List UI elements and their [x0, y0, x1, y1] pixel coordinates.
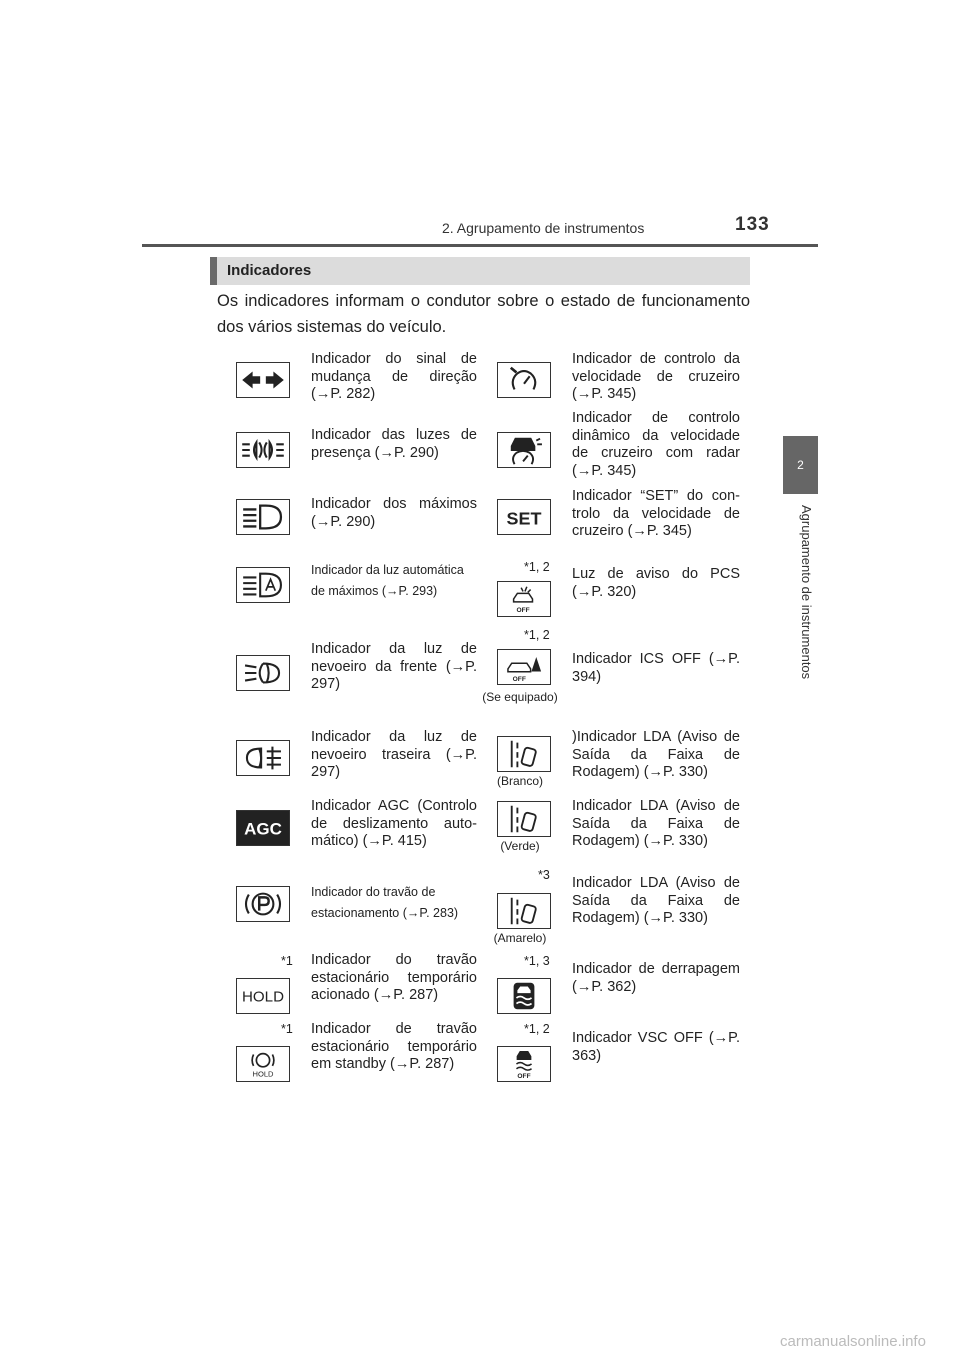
chapter-tab: 2 [783, 436, 818, 494]
set-icon-text: SET [506, 508, 542, 529]
lda-amber-desc: Indicador LDA (Aviso de Saída da Faixa de Rodagem) (→P. 330) [572, 875, 740, 926]
turn-signal-desc: Indicador do sinal de mudança de direção (→P. 282) [311, 351, 477, 402]
parking-brake-desc: Indicador do travão de estacionamento (→P. 283) [311, 885, 459, 920]
vsc-icon-text: OFF [517, 1073, 531, 1081]
watermark: carmanualsonline.info [780, 1333, 926, 1350]
chapter-tab-label: Agrupamento de instrumentos [799, 505, 814, 680]
vsc-off-icon [497, 1046, 551, 1082]
parking-lights-icon [236, 432, 290, 468]
parking-lights-desc: Indicador das luzes de presença (→P. 290) [311, 427, 477, 461]
pcs-desc: Luz de aviso do PCS (→P. 320) [572, 566, 740, 600]
hold-standby-desc: Indicador de travão estacionário temporário em standby (→P. 287) [311, 1021, 477, 1072]
high-beam-desc: Indicador dos máximos (→P. 290) [311, 496, 477, 530]
lda-amber-caption: (Amarelo) [493, 931, 547, 945]
agc-icon-text: AGC [244, 819, 282, 839]
slip-note: *1, 3 [524, 954, 550, 968]
brake-hold-standby-icon [236, 1046, 290, 1082]
radar-cruise-desc: Indicador de controlo dinâmico da velocidade de cruzeiro com radar (→P. 345) [572, 410, 740, 479]
ics-off-desc: Indicador ICS OFF (→P. 394) [572, 651, 740, 685]
agc-icon [236, 810, 290, 846]
ics-caption: (Se equipado) [482, 690, 558, 704]
brake-hold-active-icon [236, 978, 290, 1014]
cruise-control-desc: Indicador de controlo da velocidade de cruzeiro (→P. 345) [572, 351, 740, 402]
lda-amber-note: *3 [538, 868, 550, 882]
radar-cruise-icon [497, 432, 551, 468]
page-number: 133 [735, 214, 770, 235]
vsc-note: *1, 2 [524, 1022, 550, 1036]
vsc-off-desc: Indicador VSC OFF (→P. 363) [572, 1030, 740, 1064]
pcs-note: *1, 2 [524, 560, 550, 574]
slip-indicator-desc: Indicador de derrapagem (→P. 362) [572, 961, 740, 995]
rear-fog-light-desc: Indicador da luz de nevoeiro traseira (→P. 297) [311, 729, 477, 780]
section-title: Indicadores [227, 262, 312, 279]
agc-desc: Indicador AGC (Controlo de deslizamento automático) (→P. 415) [311, 798, 477, 849]
section-title-bar [210, 257, 750, 285]
hold-standby-note: *1 [281, 1022, 293, 1036]
lda-white-caption: (Branco) [496, 774, 543, 788]
set-indicator-icon [497, 499, 551, 535]
front-fog-light-icon [236, 655, 290, 691]
auto-high-beam-icon [236, 567, 290, 603]
intro-paragraph: Os indicadores informam o condutor sobre o estado de funcionamento dos vários sistemas do veículo. [217, 292, 750, 336]
lda-amber-icon [497, 893, 551, 929]
running-header-section: 2. Agrupamento de instrumentos [442, 220, 645, 236]
slip-indicator-icon [497, 978, 551, 1014]
hold-active-icon-text: HOLD [242, 988, 284, 1006]
front-fog-light-desc: Indicador da luz de nevoeiro da frente (→P. 297) [311, 641, 477, 692]
parking-brake-icon [236, 886, 290, 922]
lda-green-caption: (Verde) [500, 839, 540, 853]
rear-fog-light-icon [236, 740, 290, 776]
header-rule [142, 244, 818, 247]
lda-green-icon [497, 801, 551, 837]
lda-green-desc: Indicador LDA (Aviso de Saída da Faixa de Rodagem) (→P. 330) [572, 798, 740, 849]
hold-active-desc: Indicador do travão estacionário temporário acionado (→P. 287) [311, 952, 477, 1003]
ics-note: *1, 2 [524, 628, 550, 642]
ics-off-icon [497, 649, 551, 685]
pcs-icon-text: OFF [516, 607, 530, 615]
ics-icon-text: OFF [512, 676, 526, 684]
lda-white-icon [497, 736, 551, 772]
lda-white-desc: )Indicador LDA (Aviso de Saída da Faixa de Rodagem) (→P. 330) [572, 729, 740, 780]
cruise-control-icon [497, 362, 551, 398]
turn-signal-icon [236, 362, 290, 398]
auto-high-beam-desc: Indicador da luz automática de máximos (→P. 293) [311, 563, 464, 598]
hold-standby-icon-text: HOLD [252, 1069, 274, 1079]
set-indicator-desc: Indicador “SET” do controlo da velocidade de cruzeiro (→P. 345) [572, 488, 740, 539]
pcs-warning-icon [497, 581, 551, 617]
high-beam-icon [236, 499, 290, 535]
hold-active-note: *1 [281, 954, 293, 968]
